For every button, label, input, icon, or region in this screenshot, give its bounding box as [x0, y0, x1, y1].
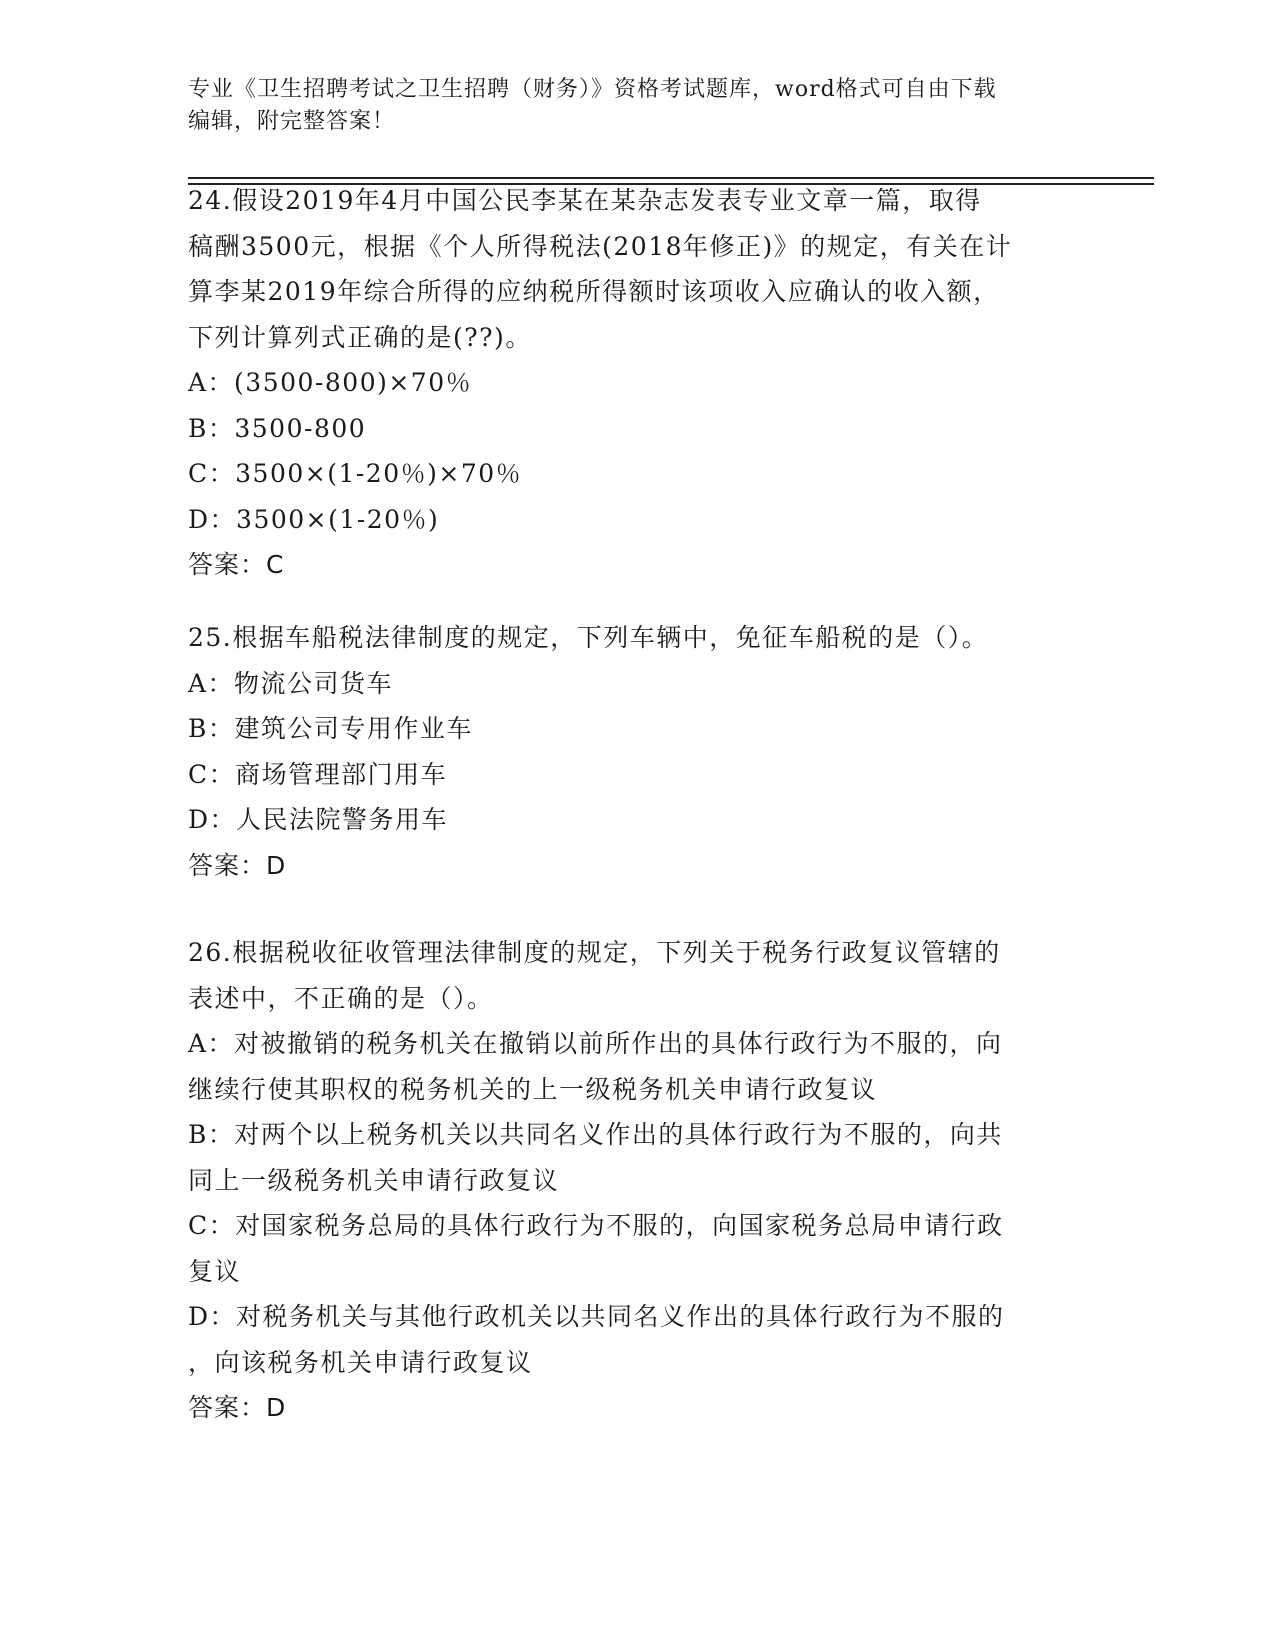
option-d: D：人民法院警务用车 [188, 805, 449, 834]
option-a: A：物流公司货车 [188, 668, 394, 698]
question-stem-line: 26.根据税收征收管理法律制度的规定，下列关于税务行政复议管辖的 [188, 938, 1001, 967]
option-b: B：建筑公司专用作业车 [188, 714, 473, 743]
question-stem-line: 下列计算列式正确的是(??)。 [188, 322, 532, 352]
header-line-2: 编辑，附完整答案！ [188, 109, 396, 134]
option-c: C：3500×(1-20％)×70％ [188, 459, 523, 488]
question-stem-line: 25.根据车船税法律制度的规定，下列车辆中，免征车船税的是（）。 [188, 623, 989, 652]
document-header [188, 74, 1088, 138]
answer-label: 答案：D [188, 850, 287, 880]
question-stem-line: 算李某2019年综合所得的应纳税所得额时该项收入应确认的收入额， [188, 277, 1000, 306]
header-line-1: 专业《卫生招聘考试之卫生招聘（财务）》资格考试题库，word格式可自由下载 [188, 77, 997, 102]
question-stem-line: 表述中，不正确的是（）。 [188, 983, 494, 1013]
answer-label: 答案：D [188, 1393, 287, 1422]
question-stem-line: 24.假设2019年4月中国公民李某在某杂志发表专业文章一篇，取得 [188, 186, 982, 215]
option-c: C：对国家税务总局的具体行政行为不服的，向国家税务总局申请行政 [188, 1211, 1004, 1240]
option-b: B：3500-800 [188, 413, 367, 443]
answer-label: 答案：C [188, 550, 285, 579]
option-d: D：对税务机关与其他行政机关以共同名义作出的具体行政行为不服的 [188, 1302, 1005, 1331]
option-c-continued: 复议 [188, 1256, 242, 1286]
option-a: A：(3500-800)×70％ [188, 368, 473, 397]
option-d: D：3500×(1-20％) [188, 504, 440, 534]
option-a: A：对被撤销的税务机关在撤销以前所作出的具体行政行为不服的，向 [188, 1029, 1003, 1058]
option-a-continued: 继续行使其职权的税务机关的上一级税务机关申请行政复议 [188, 1074, 878, 1104]
option-c: C：商场管理部门用车 [188, 759, 448, 789]
question-24 [188, 178, 1088, 588]
option-d-continued: ，向该税务机关申请行政复议 [188, 1347, 533, 1377]
question-25 [188, 615, 1088, 888]
option-b: B：对两个以上税务机关以共同名义作出的具体行政行为不服的，向共 [188, 1120, 1003, 1149]
question-26 [188, 930, 1088, 1431]
option-b-continued: 同上一级税务机关申请行政复议 [188, 1165, 560, 1195]
question-stem-line: 稿酬3500元，根据《个人所得税法(2018年修正)》的规定，有关在计 [188, 231, 1013, 261]
